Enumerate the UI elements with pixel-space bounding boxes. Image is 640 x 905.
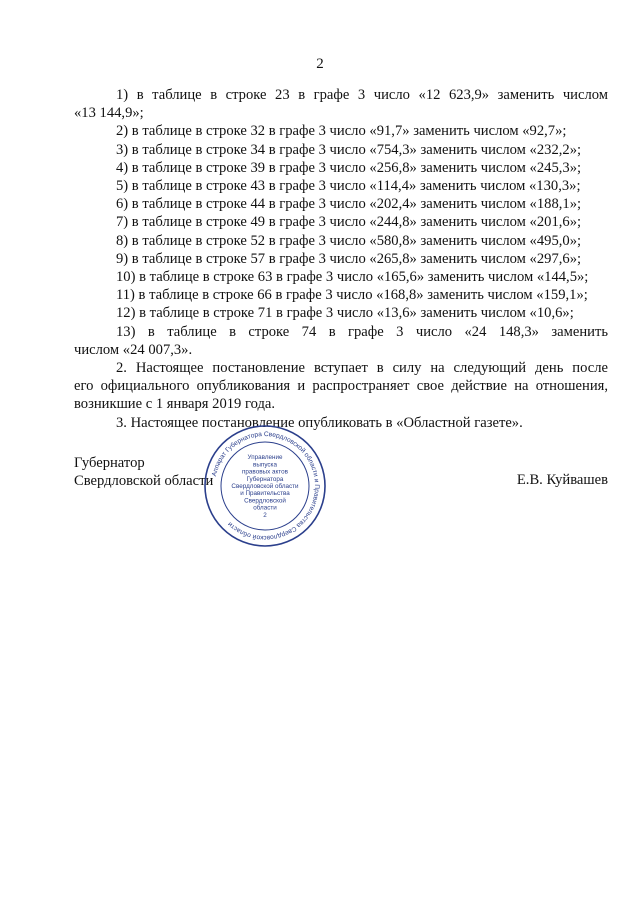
official-seal-stamp [203, 424, 327, 548]
item-13-line-1: 13) в таблице в строке 74 в графе 3 число «24 148,3» заменить [116, 323, 608, 340]
paragraph-3: 3. Настоящее постановление опубликовать в «Областной газете». [116, 414, 523, 431]
seal-center-text [231, 454, 299, 519]
seal-center-line: и Правительства [240, 490, 290, 498]
seal-center-line: Управление [247, 454, 283, 462]
signature-name: Е.В. Куйвашев [516, 472, 608, 488]
item-13-line-2: числом «24 007,3». [74, 341, 193, 358]
paragraph-2-line-3: возникшие с 1 января 2019 года. [74, 396, 276, 413]
item-3: 3) в таблице в строке 34 в графе 3 число «754,3» заменить числом «232,2»; [116, 141, 582, 158]
item-2: 2) в таблице в строке 32 в графе 3 число «91,7» заменить числом «92,7»; [116, 123, 567, 140]
item-1-line-1: 1) в таблице в строке 23 в графе 3 число «12 623,9» заменить числом [116, 87, 608, 103]
seal-ring-text: Аппарат Губернатора Свердловской области и Правительства Свердловской области [210, 430, 321, 542]
page-number: 2 [316, 56, 324, 72]
item-6: 6) в таблице в строке 44 в графе 3 число «202,4» заменить числом «188,1»; [116, 196, 582, 213]
item-4: 4) в таблице в строке 39 в графе 3 число «256,8» заменить числом «245,3»; [116, 159, 582, 176]
signature-title-line-1: Губернатор [74, 455, 145, 471]
seal-center-line: Свердловской области [231, 483, 299, 490]
item-10: 10) в таблице в строке 63 в графе 3 число «165,6» заменить числом «144,5»; [116, 269, 589, 286]
seal-center-line: области [253, 504, 277, 512]
item-11: 11) в таблице в строке 66 в графе 3 число «168,8» заменить числом «159,1»; [116, 287, 588, 304]
paragraph-2-line-1: 2. Настоящее постановление вступает в силу на следующий день после [116, 360, 608, 377]
item-5: 5) в таблице в строке 43 в графе 3 число «114,4» заменить числом «130,3»; [116, 178, 581, 195]
seal-center-line: выпуска [253, 461, 277, 469]
paragraph-2-line-2: его официального опубликования и распространяет свое действие на отношения, [74, 378, 608, 395]
seal-center-line: правовых актов [242, 468, 288, 476]
seal-center-line: 2 [263, 511, 267, 519]
signature-title [74, 454, 213, 490]
item-12: 12) в таблице в строке 71 в графе 3 число «13,6» заменить числом «10,6»; [116, 305, 574, 322]
item-1-line-2: «13 144,9»; [74, 105, 144, 122]
signature-title-line-2: Свердловской области [74, 473, 214, 490]
item-8: 8) в таблице в строке 52 в графе 3 число «580,8» заменить числом «495,0»; [116, 232, 582, 249]
item-9: 9) в таблице в строке 57 в графе 3 число «265,8» заменить числом «297,6»; [116, 250, 582, 267]
seal-center-line: Губернатора [246, 475, 284, 483]
item-7: 7) в таблице в строке 49 в графе 3 число «244,8» заменить числом «201,6»; [116, 214, 582, 231]
document-body [74, 86, 608, 432]
seal-center-line: Свердловской [244, 497, 286, 505]
